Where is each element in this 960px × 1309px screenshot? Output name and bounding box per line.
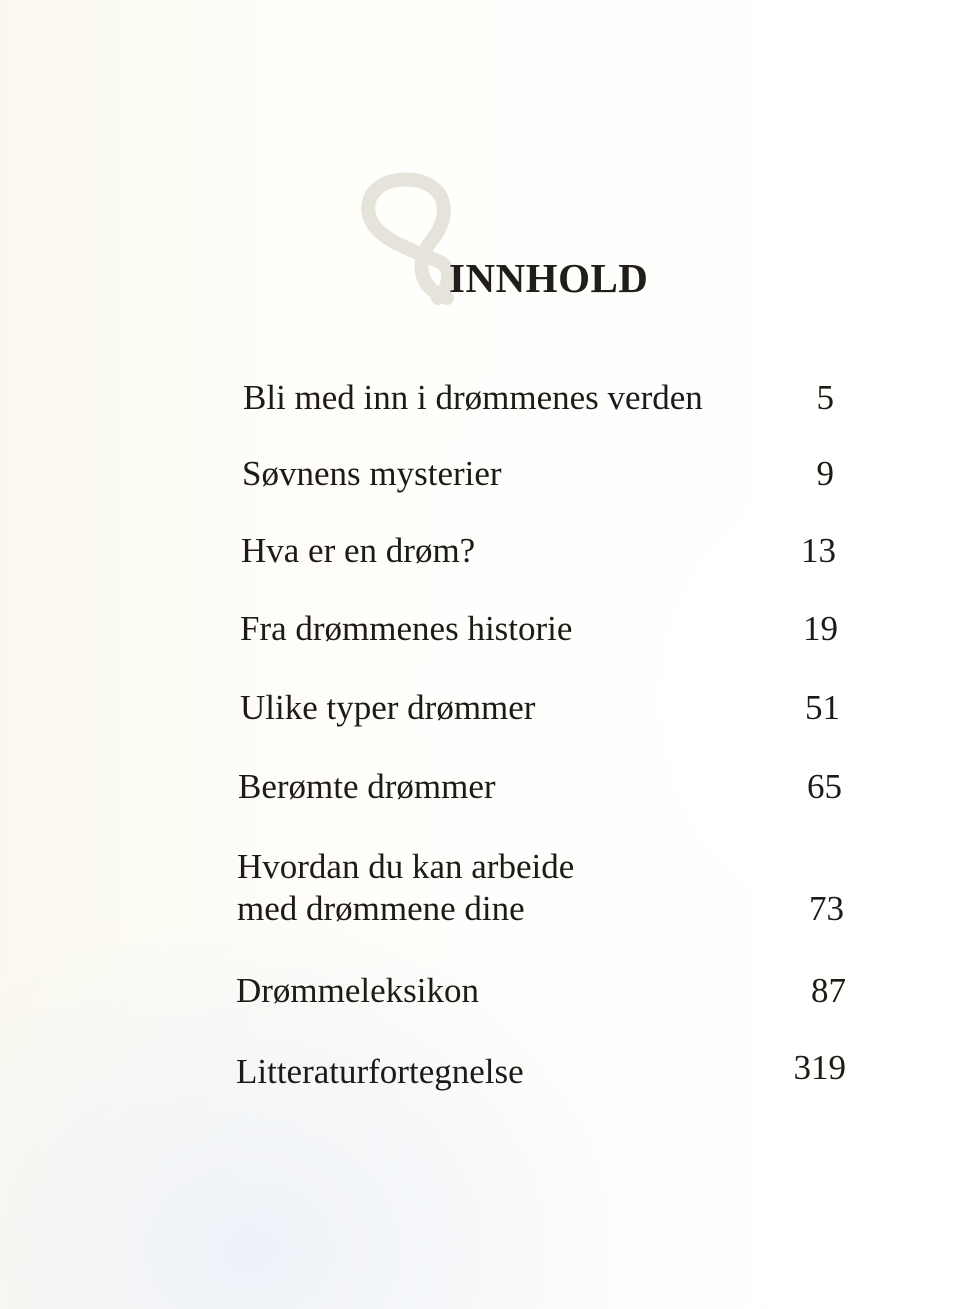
page-title: INNHOLD <box>449 255 649 301</box>
toc-entry[interactable] <box>0 846 960 930</box>
toc-entry-page: 65 <box>807 767 842 806</box>
toc-entry-title-line1: Hvordan du kan arbeide <box>237 847 575 886</box>
toc-entry-title: Berømte drømmer <box>238 767 496 806</box>
toc-entry-title: Bli med inn i drømmenes verden <box>243 378 703 417</box>
toc-entry-page: 51 <box>805 688 840 727</box>
toc-entry-title: Ulike typer drømmer <box>240 688 536 727</box>
toc-entry-page: 9 <box>816 454 834 493</box>
toc-entry-title: Litteraturfortegnelse <box>236 1052 524 1091</box>
toc-entry-title-line2: med drømmene dine <box>237 889 525 928</box>
toc-entry-page: 73 <box>809 889 844 928</box>
toc-entry-page: 19 <box>803 609 838 648</box>
toc-entry-title: Fra drømmenes historie <box>240 609 573 648</box>
toc-entry-page: 319 <box>793 1048 846 1087</box>
toc-entry-page: 5 <box>816 378 834 417</box>
toc-entry-page: 87 <box>811 971 846 1010</box>
toc-entry-title: Drømmeleksikon <box>236 971 480 1010</box>
toc-entry-title: Søvnens mysterier <box>242 454 502 493</box>
toc-entry-title: Hva er en drøm? <box>241 531 476 570</box>
toc-entry-page: 13 <box>801 531 836 570</box>
loop-flourish-icon <box>352 170 462 310</box>
